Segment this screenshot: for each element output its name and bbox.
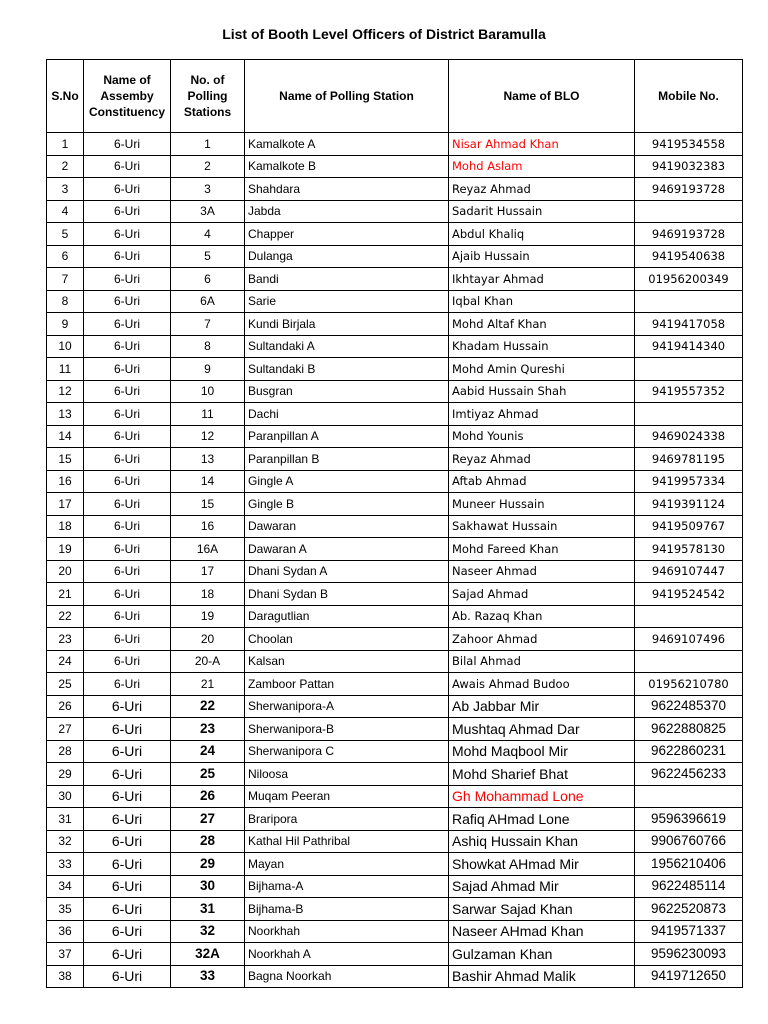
row-mobile-no bbox=[635, 605, 743, 628]
row-assembly-constituency: 6-Uri bbox=[84, 493, 171, 516]
table-row bbox=[47, 920, 743, 943]
row-polling-station-no: 3 bbox=[171, 178, 245, 201]
row-mobile-no bbox=[635, 403, 743, 426]
row-polling-station-name: Kamalkote A bbox=[245, 133, 449, 156]
row-polling-station-no: 29 bbox=[171, 853, 245, 876]
row-sno: 7 bbox=[47, 268, 84, 291]
row-polling-station-name: Chapper bbox=[245, 223, 449, 246]
row-polling-station-name: Muqam Peeran bbox=[245, 785, 449, 808]
row-polling-station-no: 23 bbox=[171, 718, 245, 741]
row-mobile-no: 9469193728 bbox=[635, 223, 743, 246]
row-mobile-no: 9469107447 bbox=[635, 560, 743, 583]
row-polling-station-name: Paranpillan B bbox=[245, 448, 449, 471]
row-polling-station-no: 17 bbox=[171, 560, 245, 583]
row-polling-station-no: 15 bbox=[171, 493, 245, 516]
row-polling-station-name: Bijhama-B bbox=[245, 898, 449, 921]
table-row bbox=[47, 740, 743, 763]
table-row bbox=[47, 875, 743, 898]
row-polling-station-no: 24 bbox=[171, 740, 245, 763]
row-assembly-constituency: 6-Uri bbox=[84, 853, 171, 876]
row-polling-station-no: 19 bbox=[171, 605, 245, 628]
row-sno: 30 bbox=[47, 785, 84, 808]
row-mobile-no: 9419524542 bbox=[635, 583, 743, 606]
row-mobile-no: 9419540638 bbox=[635, 245, 743, 268]
table-row bbox=[47, 605, 743, 628]
row-mobile-no: 1956210406 bbox=[635, 853, 743, 876]
row-sno: 33 bbox=[47, 853, 84, 876]
row-polling-station-no: 16 bbox=[171, 515, 245, 538]
row-blo-name: Mohd Altaf Khan bbox=[449, 313, 635, 336]
row-assembly-constituency: 6-Uri bbox=[84, 943, 171, 966]
row-mobile-no: 9419032383 bbox=[635, 155, 743, 178]
row-sno: 9 bbox=[47, 313, 84, 336]
row-mobile-no: 9622456233 bbox=[635, 763, 743, 786]
header-mobile-no: Mobile No. bbox=[635, 60, 743, 133]
row-mobile-no: 9622860231 bbox=[635, 740, 743, 763]
row-mobile-no: 9419391124 bbox=[635, 493, 743, 516]
row-polling-station-name: Dulanga bbox=[245, 245, 449, 268]
row-mobile-no bbox=[635, 650, 743, 673]
row-polling-station-name: Zamboor Pattan bbox=[245, 673, 449, 696]
table-row bbox=[47, 965, 743, 988]
row-sno: 19 bbox=[47, 538, 84, 561]
row-polling-station-name: Kundi Birjala bbox=[245, 313, 449, 336]
table-row bbox=[47, 718, 743, 741]
row-assembly-constituency: 6-Uri bbox=[84, 920, 171, 943]
row-sno: 17 bbox=[47, 493, 84, 516]
row-polling-station-no: 7 bbox=[171, 313, 245, 336]
row-sno: 34 bbox=[47, 875, 84, 898]
row-polling-station-name: Gingle A bbox=[245, 470, 449, 493]
row-sno: 15 bbox=[47, 448, 84, 471]
row-polling-station-no: 33 bbox=[171, 965, 245, 988]
row-assembly-constituency: 6-Uri bbox=[84, 155, 171, 178]
row-assembly-constituency: 6-Uri bbox=[84, 538, 171, 561]
row-blo-name: Awais Ahmad Budoo bbox=[449, 673, 635, 696]
row-assembly-constituency: 6-Uri bbox=[84, 380, 171, 403]
row-polling-station-name: Sultandaki A bbox=[245, 335, 449, 358]
row-mobile-no: 9419509767 bbox=[635, 515, 743, 538]
row-sno: 22 bbox=[47, 605, 84, 628]
row-polling-station-no: 4 bbox=[171, 223, 245, 246]
row-polling-station-name: Sherwanipora-B bbox=[245, 718, 449, 741]
row-sno: 11 bbox=[47, 358, 84, 381]
row-sno: 20 bbox=[47, 560, 84, 583]
header-polling-station-no: No. of Polling Stations bbox=[171, 60, 245, 133]
row-sno: 2 bbox=[47, 155, 84, 178]
row-blo-name: Rafiq AHmad Lone bbox=[449, 808, 635, 831]
row-blo-name: Aftab Ahmad bbox=[449, 470, 635, 493]
table-row bbox=[47, 515, 743, 538]
row-mobile-no bbox=[635, 290, 743, 313]
row-assembly-constituency: 6-Uri bbox=[84, 335, 171, 358]
row-polling-station-no: 6 bbox=[171, 268, 245, 291]
row-sno: 24 bbox=[47, 650, 84, 673]
row-blo-name: Sarwar Sajad Khan bbox=[449, 898, 635, 921]
row-blo-name: Abdul Khaliq bbox=[449, 223, 635, 246]
row-sno: 27 bbox=[47, 718, 84, 741]
row-assembly-constituency: 6-Uri bbox=[84, 605, 171, 628]
row-sno: 31 bbox=[47, 808, 84, 831]
row-blo-name: Aabid Hussain Shah bbox=[449, 380, 635, 403]
row-sno: 12 bbox=[47, 380, 84, 403]
row-mobile-no: 9906760766 bbox=[635, 830, 743, 853]
row-sno: 32 bbox=[47, 830, 84, 853]
row-polling-station-name: Sherwanipora-A bbox=[245, 695, 449, 718]
row-polling-station-name: Bagna Noorkah bbox=[245, 965, 449, 988]
row-assembly-constituency: 6-Uri bbox=[84, 515, 171, 538]
row-mobile-no: 9469107496 bbox=[635, 628, 743, 651]
row-blo-name: Sajad Ahmad bbox=[449, 583, 635, 606]
row-mobile-no: 9419578130 bbox=[635, 538, 743, 561]
table-row bbox=[47, 358, 743, 381]
table-row bbox=[47, 155, 743, 178]
row-sno: 36 bbox=[47, 920, 84, 943]
row-blo-name: Naseer AHmad Khan bbox=[449, 920, 635, 943]
row-mobile-no: 9419557352 bbox=[635, 380, 743, 403]
row-sno: 29 bbox=[47, 763, 84, 786]
row-sno: 13 bbox=[47, 403, 84, 426]
row-blo-name: Sajad Ahmad Mir bbox=[449, 875, 635, 898]
table-row bbox=[47, 380, 743, 403]
table-row bbox=[47, 448, 743, 471]
row-blo-name: Mohd Fareed Khan bbox=[449, 538, 635, 561]
row-blo-name: Mohd Sharief Bhat bbox=[449, 763, 635, 786]
table-row bbox=[47, 583, 743, 606]
row-mobile-no: 9419534558 bbox=[635, 133, 743, 156]
table-row bbox=[47, 290, 743, 313]
row-blo-name: Gulzaman Khan bbox=[449, 943, 635, 966]
blo-table bbox=[46, 59, 743, 988]
row-assembly-constituency: 6-Uri bbox=[84, 560, 171, 583]
table-row bbox=[47, 785, 743, 808]
row-polling-station-name: Braripora bbox=[245, 808, 449, 831]
row-sno: 4 bbox=[47, 200, 84, 223]
row-blo-name: Khadam Hussain bbox=[449, 335, 635, 358]
row-polling-station-no: 12 bbox=[171, 425, 245, 448]
row-assembly-constituency: 6-Uri bbox=[84, 673, 171, 696]
row-mobile-no bbox=[635, 785, 743, 808]
row-blo-name: Muneer Hussain bbox=[449, 493, 635, 516]
row-polling-station-no: 6A bbox=[171, 290, 245, 313]
row-sno: 25 bbox=[47, 673, 84, 696]
row-blo-name: Mohd Aslam bbox=[449, 155, 635, 178]
row-polling-station-name: Mayan bbox=[245, 853, 449, 876]
row-polling-station-name: Dhani Sydan B bbox=[245, 583, 449, 606]
row-polling-station-no: 27 bbox=[171, 808, 245, 831]
row-blo-name: Zahoor Ahmad bbox=[449, 628, 635, 651]
row-assembly-constituency: 6-Uri bbox=[84, 898, 171, 921]
row-sno: 38 bbox=[47, 965, 84, 988]
row-sno: 26 bbox=[47, 695, 84, 718]
header-sno: S.No bbox=[47, 60, 84, 133]
row-polling-station-no: 32 bbox=[171, 920, 245, 943]
row-mobile-no: 9622485370 bbox=[635, 695, 743, 718]
row-sno: 6 bbox=[47, 245, 84, 268]
row-polling-station-name: Noorkhah A bbox=[245, 943, 449, 966]
table-row bbox=[47, 178, 743, 201]
row-blo-name: Ikhtayar Ahmad bbox=[449, 268, 635, 291]
row-blo-name: Imtiyaz Ahmad bbox=[449, 403, 635, 426]
row-polling-station-no: 8 bbox=[171, 335, 245, 358]
table-row bbox=[47, 245, 743, 268]
row-assembly-constituency: 6-Uri bbox=[84, 763, 171, 786]
header-blo-name: Name of BLO bbox=[449, 60, 635, 133]
table-row bbox=[47, 313, 743, 336]
row-polling-station-name: Paranpillan A bbox=[245, 425, 449, 448]
table-row bbox=[47, 830, 743, 853]
row-sno: 21 bbox=[47, 583, 84, 606]
row-mobile-no: 9622880825 bbox=[635, 718, 743, 741]
row-polling-station-no: 21 bbox=[171, 673, 245, 696]
row-polling-station-name: Kathal Hil Pathribal bbox=[245, 830, 449, 853]
row-polling-station-no: 9 bbox=[171, 358, 245, 381]
row-sno: 10 bbox=[47, 335, 84, 358]
table-row bbox=[47, 808, 743, 831]
row-sno: 35 bbox=[47, 898, 84, 921]
header-assembly-constituency: Name of Assemby Constituency bbox=[84, 60, 171, 133]
table-body bbox=[47, 133, 743, 988]
row-polling-station-name: Kamalkote B bbox=[245, 155, 449, 178]
row-mobile-no: 9469024338 bbox=[635, 425, 743, 448]
page-title: List of Booth Level Officers of District Baramulla bbox=[222, 26, 546, 42]
row-sno: 23 bbox=[47, 628, 84, 651]
table-row bbox=[47, 650, 743, 673]
row-assembly-constituency: 6-Uri bbox=[84, 133, 171, 156]
row-assembly-constituency: 6-Uri bbox=[84, 470, 171, 493]
row-blo-name: Mohd Amin Qureshi bbox=[449, 358, 635, 381]
row-assembly-constituency: 6-Uri bbox=[84, 830, 171, 853]
row-blo-name: Nisar Ahmad Khan bbox=[449, 133, 635, 156]
table-row bbox=[47, 538, 743, 561]
row-blo-name: Bashir Ahmad Malik bbox=[449, 965, 635, 988]
row-mobile-no: 9622485114 bbox=[635, 875, 743, 898]
row-polling-station-name: Daragutlian bbox=[245, 605, 449, 628]
row-assembly-constituency: 6-Uri bbox=[84, 425, 171, 448]
row-polling-station-no: 18 bbox=[171, 583, 245, 606]
row-blo-name: Bilal Ahmad bbox=[449, 650, 635, 673]
row-blo-name: Ab. Razaq Khan bbox=[449, 605, 635, 628]
row-mobile-no: 9419571337 bbox=[635, 920, 743, 943]
row-polling-station-no: 14 bbox=[171, 470, 245, 493]
row-blo-name: Sadarit Hussain bbox=[449, 200, 635, 223]
row-polling-station-no: 20-A bbox=[171, 650, 245, 673]
row-blo-name: Iqbal Khan bbox=[449, 290, 635, 313]
row-polling-station-name: Bandi bbox=[245, 268, 449, 291]
row-blo-name: Ashiq Hussain Khan bbox=[449, 830, 635, 853]
row-polling-station-no: 32A bbox=[171, 943, 245, 966]
row-polling-station-no: 11 bbox=[171, 403, 245, 426]
row-polling-station-no: 26 bbox=[171, 785, 245, 808]
row-polling-station-name: Bijhama-A bbox=[245, 875, 449, 898]
table-row bbox=[47, 560, 743, 583]
row-polling-station-name: Dawaran bbox=[245, 515, 449, 538]
row-mobile-no: 9419414340 bbox=[635, 335, 743, 358]
table-row bbox=[47, 763, 743, 786]
row-mobile-no: 9622520873 bbox=[635, 898, 743, 921]
row-sno: 14 bbox=[47, 425, 84, 448]
row-polling-station-no: 20 bbox=[171, 628, 245, 651]
table-row bbox=[47, 335, 743, 358]
row-sno: 1 bbox=[47, 133, 84, 156]
table-row bbox=[47, 133, 743, 156]
table-header-row bbox=[47, 60, 743, 133]
table-row bbox=[47, 853, 743, 876]
row-polling-station-no: 10 bbox=[171, 380, 245, 403]
row-assembly-constituency: 6-Uri bbox=[84, 448, 171, 471]
row-assembly-constituency: 6-Uri bbox=[84, 785, 171, 808]
row-polling-station-name: Busgran bbox=[245, 380, 449, 403]
header-polling-station-name: Name of Polling Station bbox=[245, 60, 449, 133]
row-sno: 37 bbox=[47, 943, 84, 966]
row-polling-station-no: 31 bbox=[171, 898, 245, 921]
row-mobile-no: 01956200349 bbox=[635, 268, 743, 291]
row-polling-station-no: 13 bbox=[171, 448, 245, 471]
row-mobile-no bbox=[635, 200, 743, 223]
row-mobile-no: 9419417058 bbox=[635, 313, 743, 336]
row-blo-name: Reyaz Ahmad bbox=[449, 448, 635, 471]
row-polling-station-name: Noorkhah bbox=[245, 920, 449, 943]
row-sno: 28 bbox=[47, 740, 84, 763]
row-mobile-no: 9469781195 bbox=[635, 448, 743, 471]
row-assembly-constituency: 6-Uri bbox=[84, 223, 171, 246]
row-blo-name: Mohd Maqbool Mir bbox=[449, 740, 635, 763]
row-assembly-constituency: 6-Uri bbox=[84, 965, 171, 988]
row-polling-station-name: Dachi bbox=[245, 403, 449, 426]
row-polling-station-name: Sarie bbox=[245, 290, 449, 313]
table-row bbox=[47, 223, 743, 246]
row-assembly-constituency: 6-Uri bbox=[84, 740, 171, 763]
row-sno: 5 bbox=[47, 223, 84, 246]
row-assembly-constituency: 6-Uri bbox=[84, 313, 171, 336]
table-row bbox=[47, 628, 743, 651]
row-mobile-no bbox=[635, 358, 743, 381]
row-assembly-constituency: 6-Uri bbox=[84, 650, 171, 673]
row-assembly-constituency: 6-Uri bbox=[84, 875, 171, 898]
row-polling-station-no: 28 bbox=[171, 830, 245, 853]
row-blo-name: Mushtaq Ahmad Dar bbox=[449, 718, 635, 741]
row-polling-station-no: 2 bbox=[171, 155, 245, 178]
row-polling-station-name: Kalsan bbox=[245, 650, 449, 673]
row-sno: 3 bbox=[47, 178, 84, 201]
row-assembly-constituency: 6-Uri bbox=[84, 628, 171, 651]
row-polling-station-name: Niloosa bbox=[245, 763, 449, 786]
row-polling-station-no: 3A bbox=[171, 200, 245, 223]
row-polling-station-name: Jabda bbox=[245, 200, 449, 223]
row-blo-name: Showkat AHmad Mir bbox=[449, 853, 635, 876]
row-assembly-constituency: 6-Uri bbox=[84, 808, 171, 831]
row-polling-station-name: Sultandaki B bbox=[245, 358, 449, 381]
row-polling-station-no: 5 bbox=[171, 245, 245, 268]
row-blo-name: Mohd Younis bbox=[449, 425, 635, 448]
row-assembly-constituency: 6-Uri bbox=[84, 583, 171, 606]
row-polling-station-no: 25 bbox=[171, 763, 245, 786]
row-mobile-no: 9469193728 bbox=[635, 178, 743, 201]
table-row bbox=[47, 470, 743, 493]
row-assembly-constituency: 6-Uri bbox=[84, 358, 171, 381]
row-assembly-constituency: 6-Uri bbox=[84, 245, 171, 268]
row-polling-station-name: Dhani Sydan A bbox=[245, 560, 449, 583]
row-assembly-constituency: 6-Uri bbox=[84, 178, 171, 201]
row-assembly-constituency: 6-Uri bbox=[84, 200, 171, 223]
row-polling-station-no: 30 bbox=[171, 875, 245, 898]
row-mobile-no: 01956210780 bbox=[635, 673, 743, 696]
table-row bbox=[47, 898, 743, 921]
row-assembly-constituency: 6-Uri bbox=[84, 268, 171, 291]
table-row bbox=[47, 425, 743, 448]
row-assembly-constituency: 6-Uri bbox=[84, 290, 171, 313]
row-assembly-constituency: 6-Uri bbox=[84, 718, 171, 741]
row-blo-name: Naseer Ahmad bbox=[449, 560, 635, 583]
row-mobile-no: 9419712650 bbox=[635, 965, 743, 988]
row-sno: 16 bbox=[47, 470, 84, 493]
row-blo-name: Gh Mohammad Lone bbox=[449, 785, 635, 808]
row-blo-name: Ajaib Hussain bbox=[449, 245, 635, 268]
table-row bbox=[47, 403, 743, 426]
table-row bbox=[47, 695, 743, 718]
row-polling-station-name: Sherwanipora C bbox=[245, 740, 449, 763]
table-row bbox=[47, 493, 743, 516]
row-polling-station-name: Dawaran A bbox=[245, 538, 449, 561]
row-assembly-constituency: 6-Uri bbox=[84, 695, 171, 718]
row-polling-station-name: Gingle B bbox=[245, 493, 449, 516]
row-polling-station-no: 1 bbox=[171, 133, 245, 156]
row-mobile-no: 9596396619 bbox=[635, 808, 743, 831]
row-polling-station-name: Choolan bbox=[245, 628, 449, 651]
row-polling-station-no: 22 bbox=[171, 695, 245, 718]
row-blo-name: Reyaz Ahmad bbox=[449, 178, 635, 201]
row-mobile-no: 9419957334 bbox=[635, 470, 743, 493]
row-polling-station-name: Shahdara bbox=[245, 178, 449, 201]
table-row bbox=[47, 200, 743, 223]
row-sno: 18 bbox=[47, 515, 84, 538]
table-row bbox=[47, 268, 743, 291]
table-row bbox=[47, 673, 743, 696]
row-polling-station-no: 16A bbox=[171, 538, 245, 561]
row-mobile-no: 9596230093 bbox=[635, 943, 743, 966]
table-row bbox=[47, 943, 743, 966]
row-assembly-constituency: 6-Uri bbox=[84, 403, 171, 426]
row-blo-name: Ab Jabbar Mir bbox=[449, 695, 635, 718]
row-blo-name: Sakhawat Hussain bbox=[449, 515, 635, 538]
row-sno: 8 bbox=[47, 290, 84, 313]
